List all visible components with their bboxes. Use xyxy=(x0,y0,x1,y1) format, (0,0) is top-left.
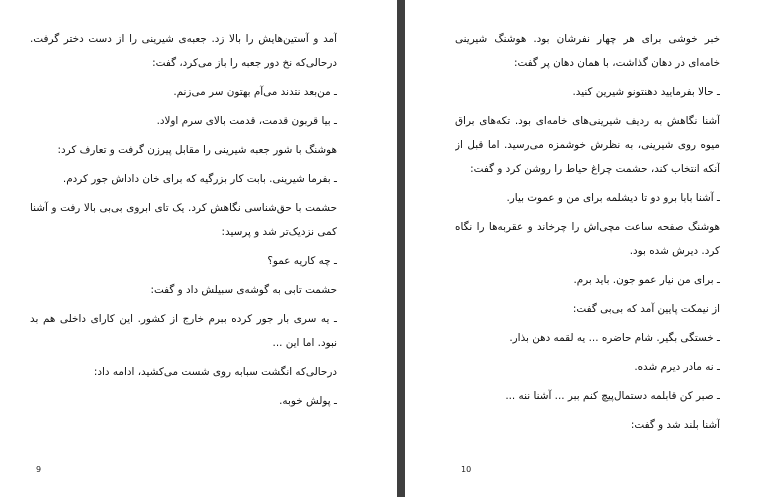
paragraph: از نیمکت پایین آمد که بی‌بی گفت: xyxy=(572,303,720,315)
paragraph: ـ نه مادر دیرم شده. xyxy=(634,361,720,373)
paragraph: ـ من‌بعد نتدند می‌آم بهتون سر می‌زنم. xyxy=(173,86,337,98)
paragraph: درحالی‌که انگشت سبابه روی شست می‌کشید، ادامه داد: xyxy=(93,366,337,378)
paragraph: ـ بیا قربون قدمت، قدمت بالای سرم اولاد. xyxy=(156,115,337,127)
paragraph: ـ حالا بفرمایید دهنتونو شیرین کنید. xyxy=(572,86,720,98)
paragraph: آشنا بلند شد و گفت: xyxy=(630,419,720,431)
page-number: 10 xyxy=(461,465,472,474)
paragraph: آشنا نگاهش به ردیف شیرینی‌های خامه‌ای بود. تکه‌های براق میوه روی شیرینی، به نظرش خوشمزه می‌رسید. اما قبل از آنکه انتخاب کند، حشمت چراغ حیاط را روشن کرد و گفت: xyxy=(455,115,720,175)
paragraph: خبر خوشی برای هر چهار نفرشان بود. هوشنگ شیرینی خامه‌ای در دهان گذاشت، با همان دهان پر گفت: xyxy=(455,33,720,69)
page-number: 9 xyxy=(36,465,42,474)
page-10-text xyxy=(455,27,720,442)
paragraph: ـ آشنا بابا برو دو تا دیشلمه برای من و عموت بیار. xyxy=(506,192,720,204)
paragraph: ـ بفرما شیرینی. بابت کار بزرگیه که برای خان داداش جور کردم. xyxy=(62,173,337,185)
paragraph: هوشنگ با شور جعبه شیرینی را مقابل پیرزن گرفت و تعارف کرد: xyxy=(57,144,337,156)
page-10 xyxy=(405,0,770,497)
paragraph: ـ برای من نیار عمو جون. باید برم. xyxy=(573,274,720,286)
paragraph: ـ یه سری بار جور کرده ببرم خارج از کشور. این کارای داخلی هم بد نبود. اما این ... xyxy=(30,313,337,349)
paragraph: آمد و آستین‌هایش را بالا زد. جعبه‌ی شیرینی را از دست دختر گرفت. درحالی‌که نخ دور جعبه را باز می‌کرد، گفت: xyxy=(30,33,337,69)
paragraph: ـ چه کاریه عمو؟ xyxy=(267,255,337,267)
paragraph: ـ پولش خوبه. xyxy=(279,395,337,407)
page-9-text xyxy=(30,27,337,418)
book-spine-divider xyxy=(397,0,405,497)
paragraph: هوشنگ صفحه ساعت مچی‌اش را چرخاند و عقربه‌ها را نگاه کرد. دیرش شده بود. xyxy=(455,221,720,257)
paragraph: ـ صبر کن قابلمه دستمال‌پیچ کنم ببر ... آشنا ننه ... xyxy=(505,390,720,402)
paragraph: حشمت تابی به گوشه‌ی سبیلش داد و گفت: xyxy=(150,284,337,296)
paragraph: حشمت با حق‌شناسی نگاهش کرد. یک تای ابروی بی‌بی بالا رفت و آشنا کمی نزدیک‌تر شد و پرسید: xyxy=(30,202,337,238)
paragraph: ـ خستگی بگیر. شام حاضره ... یه لقمه دهن بذار. xyxy=(509,332,720,344)
